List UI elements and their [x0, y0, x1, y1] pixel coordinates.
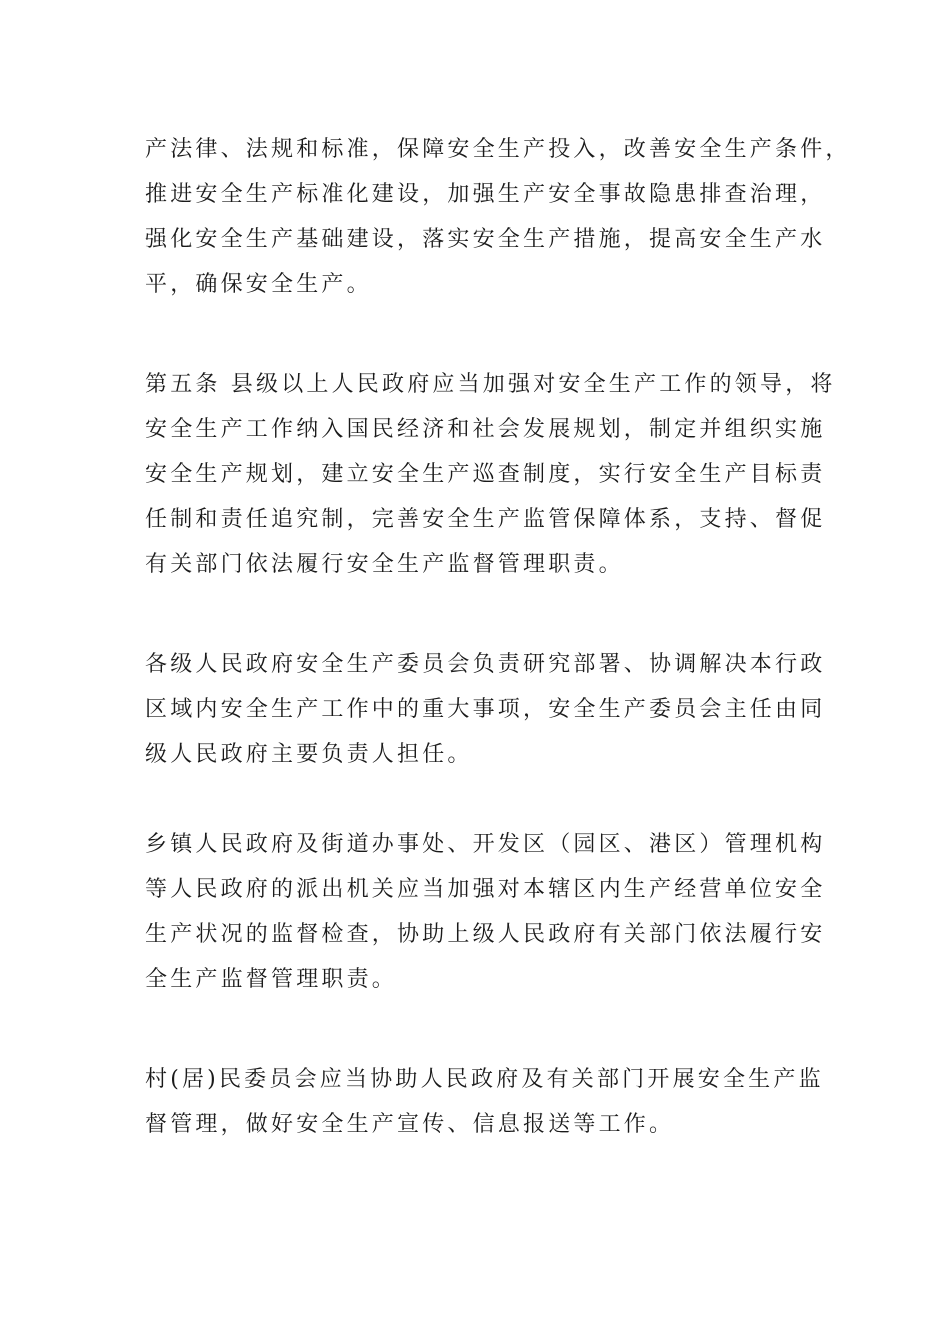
text-line: 区域内安全生产工作中的重大事项，安全生产委员会主任由同: [145, 697, 826, 722]
text-line: 第五条 县级以上人民政府应当加强对安全生产工作的领导，将: [145, 372, 836, 397]
text-line: 督管理，做好安全生产宣传、信息报送等工作。: [145, 1112, 675, 1137]
text-line: 乡镇人民政府及街道办事处、开发区（园区、港区）管理机构: [145, 832, 826, 857]
paragraph-continuation: [145, 127, 851, 307]
text-line: 全生产监督管理职责。: [145, 967, 398, 992]
text-line: 强化安全生产基础建设，落实安全生产措施，提高安全生产水: [145, 227, 826, 252]
text-line: 安全生产规划，建立安全生产巡查制度，实行安全生产目标责: [145, 462, 826, 487]
text-line: 村(居)民委员会应当协助人民政府及有关部门开展安全生产监: [145, 1067, 824, 1092]
text-line: 有关部门依法履行安全生产监督管理职责。: [145, 552, 624, 577]
paragraph-article-five: [145, 362, 836, 587]
text-line: 级人民政府主要负责人担任。: [145, 742, 473, 767]
paragraph-village-committee: [145, 1057, 824, 1147]
text-line: 推进安全生产标准化建设，加强生产安全事故隐患排查治理，: [145, 182, 826, 207]
text-line: 安全生产工作纳入国民经济和社会发展规划，制定并组织实施: [145, 417, 826, 442]
text-line: 产法律、法规和标准，保障安全生产投入，改善安全生产条件，: [145, 137, 851, 162]
paragraph-township-government: [145, 822, 826, 1002]
text-line: 各级人民政府安全生产委员会负责研究部署、协调解决本行政: [145, 652, 826, 677]
text-line: 任制和责任追究制，完善安全生产监管保障体系，支持、督促: [145, 507, 826, 532]
text-line: 生产状况的监督检查，协助上级人民政府有关部门依法履行安: [145, 922, 826, 947]
paragraph-safety-committee: [145, 642, 826, 777]
text-line: 平，确保安全生产。: [145, 272, 372, 297]
text-line: 等人民政府的派出机关应当加强对本辖区内生产经营单位安全: [145, 877, 826, 902]
